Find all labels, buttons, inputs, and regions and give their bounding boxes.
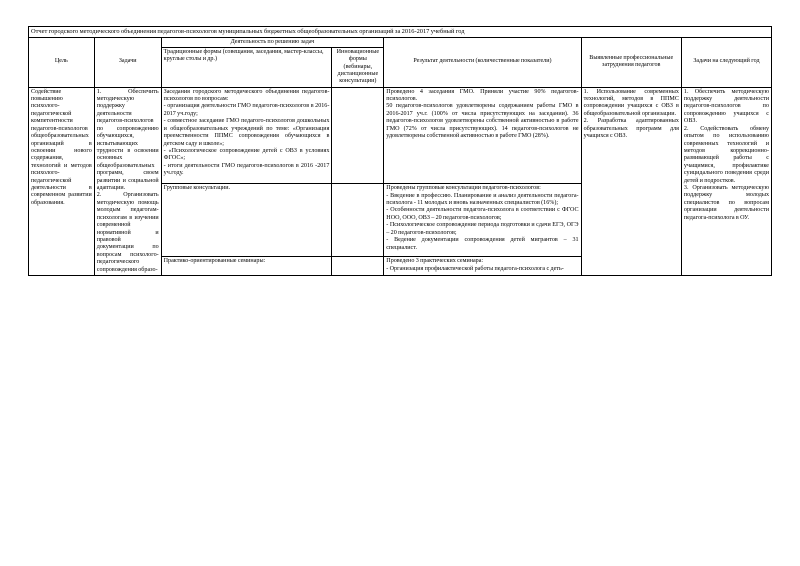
- header-traditional-forms: Традиционные формы (совещания, заседания, мастер-классы, круглые столы и др.): [161, 48, 332, 88]
- table-title-row: [29, 27, 772, 38]
- cell-tasks: 1. Обеспечить методическую поддержку деятельности педагогов-психологов по сопровождению обучающихся, испытывающих трудности в освоении основных общеобразовательных программ, своем развитии и социальной адаптации. 2. Организовать методическую помощь молодым педагогам-психологам в изучении современной нормативной и правовой документации по вопросам психолого-педагогического сопровождения образо-: [94, 87, 161, 276]
- report-table: [28, 26, 772, 276]
- cell-next-year: 1. Обеспечить методическую поддержку деятельности педагогов-психологов по сопровождению учащихся с ОВЗ. 2. Содействовать обмену опытом по использованию современных технологий и методов коррекционно-развивающей работы с учащимися, профилактике суицидального поведения среди детей и подростков. 3. Организовать методическую поддержку молодых специалистов по вопросам организации деятельности педагога-психолога в ОУ.: [681, 87, 771, 276]
- cell-traditional-forms: Групповые консультации.: [161, 184, 332, 257]
- document-title: Отчет городского методического объединения педагогов-психологов муниципальных бюджетных общеобразовательных организаций за 2016-2017 учебный год: [29, 27, 772, 38]
- header-result: Результат деятельности (количественные показатели): [384, 37, 581, 87]
- header-activity-group: Деятельность по решению задач: [161, 37, 384, 47]
- cell-traditional-forms: Практико-ориентированные семинары:: [161, 257, 332, 276]
- cell-result: Проведено 3 практических семинара: - Организация профилактической работы педагога-психолога с деть-: [384, 257, 581, 276]
- cell-result: Проведено 4 заседания ГМО. Приняли участие 90% педагогов-психологов. 50 педагогов-психологов удовлетворены содержанием работы ГМО в 2016-2017 уч.г. (100% от числа присутствующих на заседании). 36 педагогов-психологов удовлетворены собственной активностью в работе ГМО (72% от числа присутствующих). 14 педагогов-психологов не удовлетворены собственной активностью в работе ГМО (28%).: [384, 87, 581, 184]
- cell-innovative-forms: [332, 257, 384, 276]
- table-row: [29, 87, 772, 184]
- cell-result: Проведены групповые консультации педагогов-психологов: - Введение в профессию. Планирование и анализ деятельности педагога-психолога - 11 молодых и вновь назначенных специалистов (16%); - Особенности деятельности педагога-психолога в соответствии с ФГОС НОО, ООО, ОВЗ – 20 педагогов-психологов; - Психологическое сопровождение периода подготовки и сдачи ЕГЭ, ОГЭ – 20 педагогов-психологов; - Ведение документации сопровождения детей мигрантов – 31 специалист.: [384, 184, 581, 257]
- header-goal: Цель: [29, 37, 95, 87]
- header-innovative-forms: Инновационные формы (вебинары, дистанционные консультации): [332, 48, 384, 88]
- cell-innovative-forms: [332, 184, 384, 257]
- cell-goal: Содействие повышению психолого-педагогической компетентности педагогов-психологов общеобразовательных организаций в освоении нового содержания, технологий и методов психолого-педагогической деятельности в современном развитии образования.: [29, 87, 95, 276]
- cell-difficulties: 1. Использование современных технологий, методов в ППМС сопровождении учащихся с ОВЗ в общеобразовательной организации. 2. Разработка адаптированных образовательных программ для учащихся с ОВЗ.: [581, 87, 681, 276]
- cell-innovative-forms: [332, 87, 384, 184]
- header-tasks: Задачи: [94, 37, 161, 87]
- header-difficulties: Выявленные профессиональные затруднения педагогов: [581, 37, 681, 87]
- header-next-year: Задачи на следующий год: [681, 37, 771, 87]
- cell-traditional-forms: Заседания городского методического объединения педагогов-психологов по вопросам: - организация деятельности ГМО педагогов-психологов в 2016-2017 уч.году; - совместное заседание ГМО педагого-психологов дошкольных и общеобразовательных учреждений по теме: «Организация преемственности ППМС сопровождения обучающихся в детском саду и школе»; - «Психологическое сопровождение детей с ОВЗ в условиях ФГОС»; - итоги деятельности ГМО педагогов-психологов в 2016 -2017 уч.году.: [161, 87, 332, 184]
- table-header-row: [29, 37, 772, 47]
